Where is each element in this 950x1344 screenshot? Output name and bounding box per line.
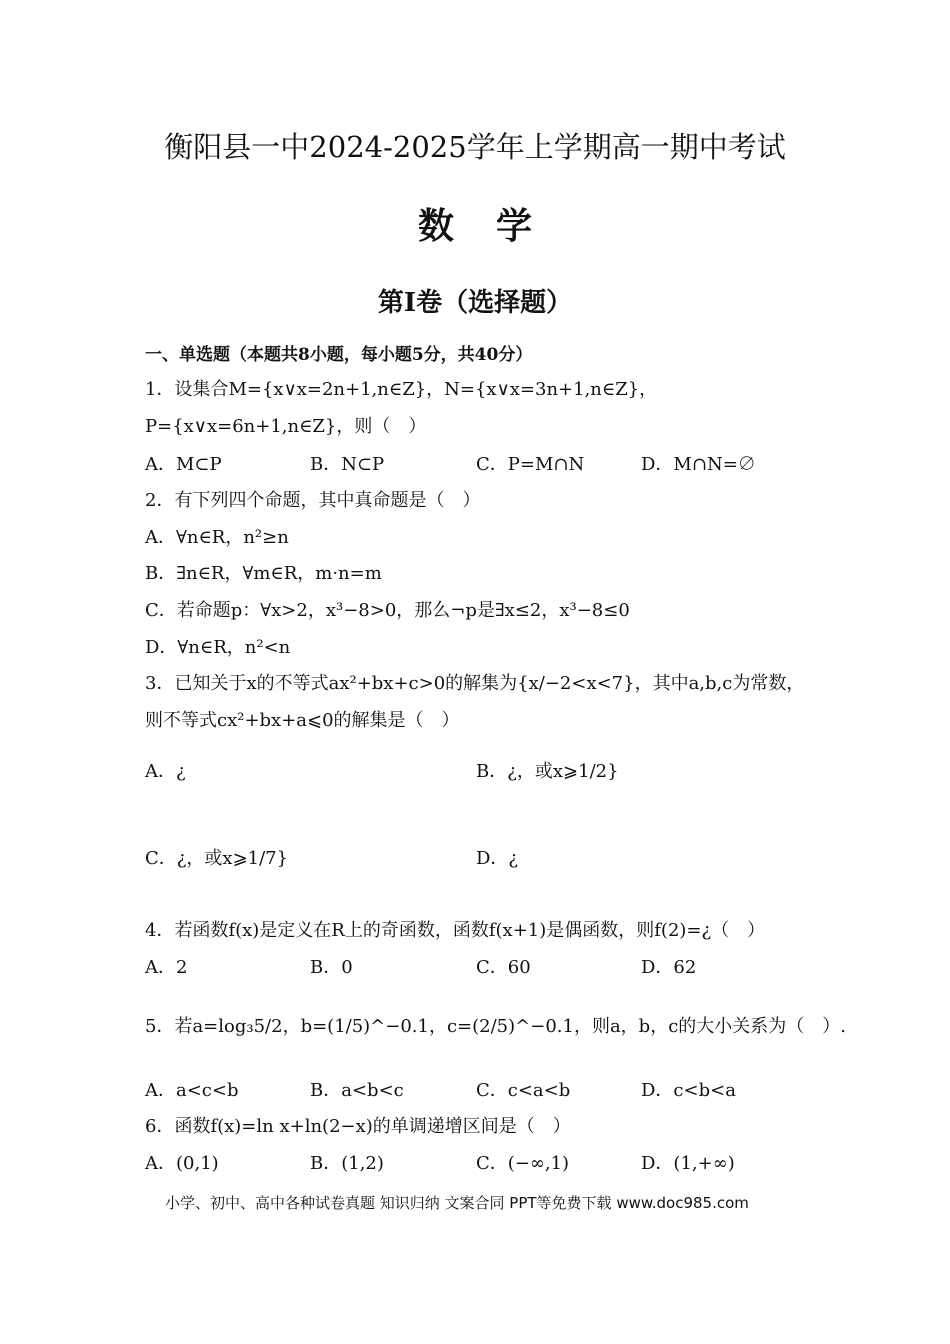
- question-6-option-c: C．(−∞,1): [476, 1153, 570, 1174]
- question-4-option-a: A．2: [145, 957, 188, 978]
- question-1-stem: 1．设集合M={x∨x=2n+1,n∈Z}，N={x∨x=3n+1,n∈Z}，: [145, 379, 658, 400]
- question-6-option-d: D．(1,+∞): [641, 1153, 735, 1174]
- question-5-option-b: B．a<b<c: [310, 1080, 404, 1101]
- question-2-option-d: D．∀n∈R，n²<n: [145, 637, 291, 658]
- question-5-option-c: C．c<a<b: [476, 1080, 571, 1101]
- question-1-option-b: B．N⊂P: [310, 454, 385, 475]
- question-1-option-c: C．P=M∩N: [476, 454, 585, 475]
- question-3-stem: 3．已知关于x的不等式ax²+bx+c>0的解集为{x/−2<x<7}，其中a,b,c为常数，: [145, 673, 805, 694]
- question-3-option-b: B．¿，或x⩾1/2}: [476, 761, 619, 782]
- question-2-option-c: C．若命题p：∀x>2，x³−8>0，那么¬p是∃x≤2，x³−8≤0: [145, 600, 630, 621]
- question-1-option-a: A．M⊂P: [145, 454, 222, 475]
- question-6-option-a: A．(0,1): [145, 1153, 219, 1174]
- question-5-stem: 5．若a=log₃5/2，b=(1/5)^−0.1，c=(2/5)^−0.1，则a，b，c的大小关系为（ ）.: [145, 1016, 846, 1037]
- exam-title: 衡阳县一中2024-2025学年上学期高一期中考试: [164, 130, 786, 164]
- question-1-stem-cont: P={x∨x=6n+1,n∈Z}，则（ ）: [145, 416, 427, 437]
- footer-watermark: 小学、初中、高中各种试卷真题 知识归纳 文案合同 PPT等免费下载 www.doc985.com: [165, 1194, 749, 1212]
- subject-title: 数学: [417, 205, 574, 247]
- question-4-stem: 4．若函数f(x)是定义在R上的奇函数，函数f(x+1)是偶函数，则f(2)=¿（ ）: [145, 920, 766, 941]
- question-3-option-c: C．¿，或x⩾1/7}: [145, 848, 289, 869]
- question-4-option-b: B．0: [310, 957, 353, 978]
- question-3-stem-cont: 则不等式cx²+bx+a⩽0的解集是（ ）: [145, 710, 460, 731]
- section-heading: 一、单选题（本题共8小题，每小题5分，共40分）: [145, 345, 533, 365]
- question-6-option-b: B．(1,2): [310, 1153, 384, 1174]
- question-2-option-b: B．∃n∈R，∀m∈R，m·n=m: [145, 563, 382, 584]
- question-5-option-a: A．a<c<b: [145, 1080, 239, 1101]
- question-3-option-a: A．¿: [145, 761, 186, 782]
- question-6-stem: 6．函数f(x)=ln x+ln(2−x)的单调递增区间是（ ）: [145, 1116, 571, 1137]
- volume-title: 第Ⅰ卷（选择题）: [377, 288, 573, 318]
- question-3-option-d: D．¿: [476, 848, 519, 869]
- question-1-option-d: D．M∩N=∅: [641, 454, 756, 475]
- question-2-stem: 2．有下列四个命题，其中真命题是（ ）: [145, 490, 481, 511]
- question-5-option-d: D．c<b<a: [641, 1080, 736, 1101]
- question-4-option-d: D．62: [641, 957, 697, 978]
- question-4-option-c: C．60: [476, 957, 531, 978]
- question-2-option-a: A．∀n∈R，n²≥n: [145, 527, 289, 548]
